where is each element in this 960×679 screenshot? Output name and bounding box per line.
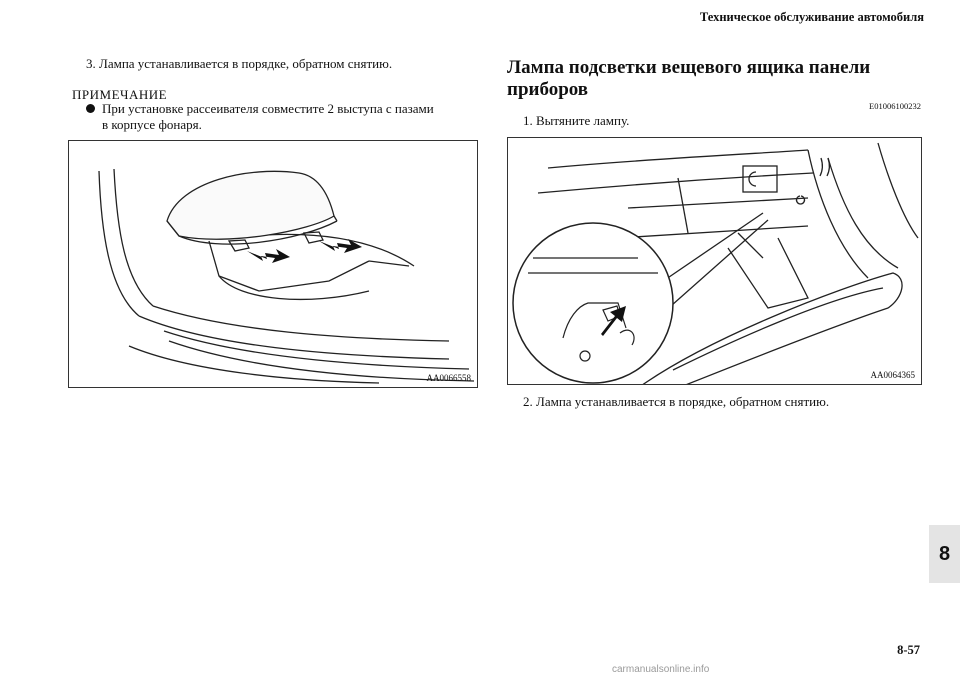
watermark-text: carmanualsonline.info xyxy=(612,664,710,675)
section-title xyxy=(507,57,870,101)
step-1-text: 1. Вытяните лампу. xyxy=(523,113,630,128)
step-3-text: 3. Лампа устанавливается в порядке, обратном снятию. xyxy=(86,56,393,71)
note-bullet-line-2: в корпусе фонаря. xyxy=(102,117,202,132)
glovebox-illustration xyxy=(508,138,921,384)
section-title-line-1: Лампа подсветки вещевого ящика панели xyxy=(507,57,871,78)
figure-code-left: AA0066558 xyxy=(426,373,471,383)
note-bullet xyxy=(86,101,476,133)
note-bullet-line-1: При установке рассеивателя совместите 2 выступа с пазами xyxy=(102,101,434,116)
lamp-lens-illustration xyxy=(69,141,477,387)
section-code: E01006100232 xyxy=(869,101,921,111)
figure-glovebox-lamp xyxy=(507,137,922,385)
page-header: Техническое обслуживание автомобиля xyxy=(699,10,924,24)
bullet-icon xyxy=(86,104,95,113)
chapter-tab: 8 xyxy=(929,525,960,583)
section-title-line-2: приборов xyxy=(507,79,589,100)
note-label: ПРИМЕЧАНИЕ xyxy=(72,87,168,102)
page-number: 8-57 xyxy=(897,643,920,657)
figure-code-right: AA0064365 xyxy=(870,370,915,380)
step-2-text: 2. Лампа устанавливается в порядке, обратном снятию. xyxy=(523,394,830,409)
figure-lens-installation xyxy=(68,140,478,388)
